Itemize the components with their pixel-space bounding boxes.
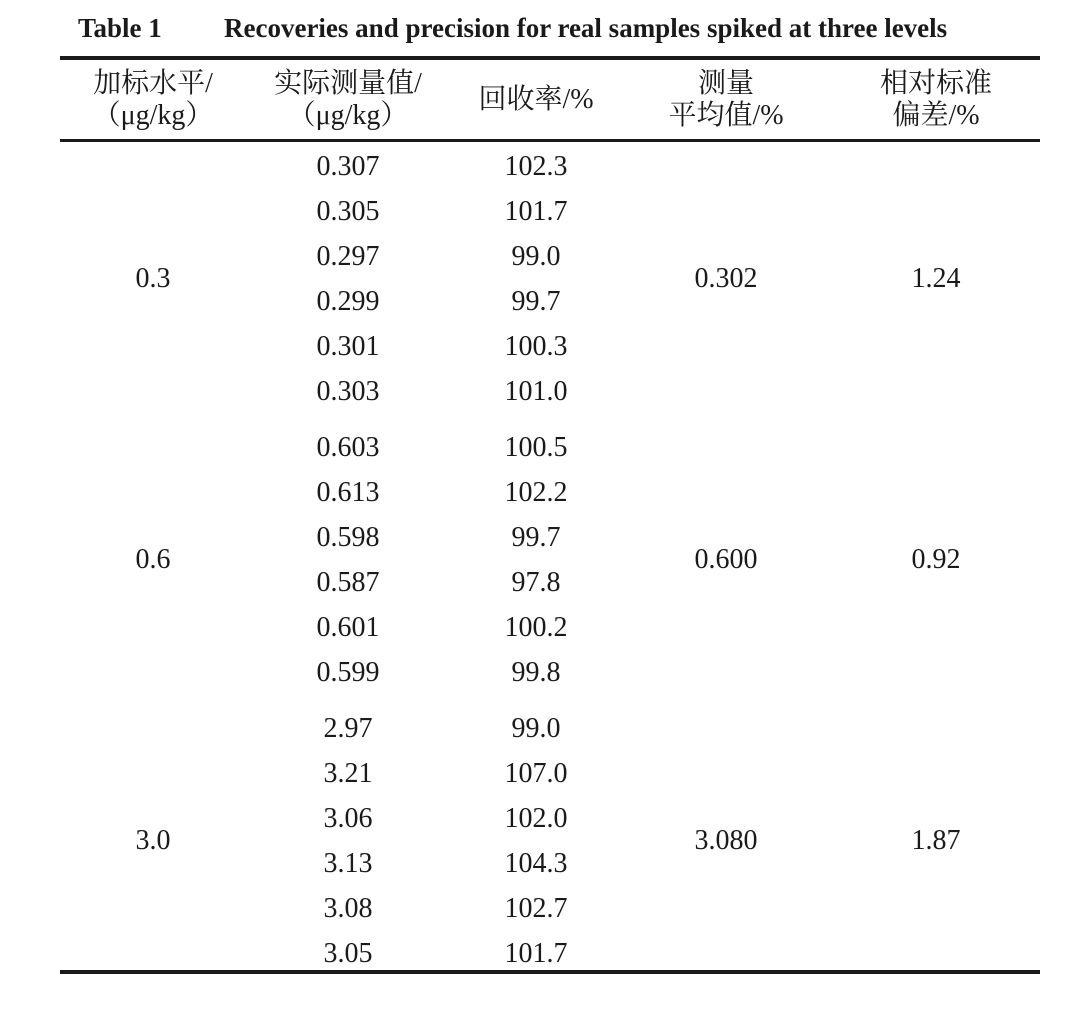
recovery-cell: 97.8 — [511, 566, 561, 598]
recovery-cell: 104.3 — [504, 847, 568, 879]
measured-value-cell: 0.297 — [316, 240, 380, 272]
mean-cell: 3.080 — [694, 825, 758, 857]
recovery-cell: 102.2 — [504, 476, 568, 508]
header-measured-value: 实际测量值/ （μg/kg） — [274, 68, 422, 131]
measured-value-cell: 0.305 — [316, 195, 380, 227]
rsd-cell: 1.24 — [911, 263, 961, 295]
recovery-cell: 100.3 — [504, 330, 568, 362]
measured-value-cell: 2.97 — [323, 713, 373, 744]
measured-value-cell: 0.587 — [316, 566, 380, 598]
measured-value-cell: 3.05 — [323, 937, 373, 969]
recovery-cell: 107.0 — [504, 757, 568, 789]
measured-value-cell: 0.598 — [316, 521, 380, 553]
header-spike-level: 加标水平/ （μg/kg） — [92, 68, 214, 131]
measured-value-cell: 3.08 — [323, 892, 373, 924]
measured-value-cell: 0.301 — [316, 330, 380, 362]
measured-value-cell: 0.603 — [316, 432, 380, 463]
header-rsd: 相对标准 偏差/% — [879, 68, 992, 131]
table-title: Recoveries and precision for real samples spiked at three levels — [224, 13, 948, 43]
recovery-cell: 99.0 — [511, 240, 561, 272]
rsd-cell: 1.87 — [911, 825, 961, 857]
bottom-rule — [60, 970, 1040, 974]
spike-level-cell: 0.3 — [135, 263, 171, 295]
mean-cell: 0.302 — [694, 263, 758, 295]
header-mean: 测量 平均值/% — [668, 68, 784, 131]
recovery-cell: 101.7 — [504, 937, 568, 969]
measured-value-cell: 0.299 — [316, 285, 380, 317]
header-recovery: 回收率/% — [478, 84, 594, 115]
recovery-cell: 102.3 — [504, 151, 568, 182]
recovery-cell: 100.5 — [504, 432, 568, 463]
recovery-cell: 102.0 — [504, 802, 568, 834]
spike-level-cell: 3.0 — [135, 825, 171, 857]
recovery-cell: 99.7 — [511, 285, 561, 317]
recovery-cell: 101.0 — [504, 375, 568, 407]
recovery-cell: 99.8 — [511, 656, 561, 688]
recovery-cell: 99.7 — [511, 521, 561, 553]
spike-level-cell: 0.6 — [135, 544, 171, 576]
mean-cell: 0.600 — [694, 544, 758, 576]
rsd-cell: 0.92 — [911, 544, 961, 576]
measured-value-cell: 3.21 — [323, 757, 373, 789]
measured-value-cell: 3.06 — [323, 802, 373, 834]
recovery-cell: 102.7 — [504, 892, 568, 924]
top-rule — [60, 56, 1040, 60]
recovery-cell: 100.2 — [504, 611, 568, 643]
measured-value-cell: 0.599 — [316, 656, 380, 688]
measured-value-cell: 0.613 — [316, 476, 380, 508]
table-label: Table 1 — [78, 13, 162, 43]
recovery-cell: 101.7 — [504, 195, 568, 227]
measured-value-cell: 0.307 — [316, 151, 380, 182]
measured-value-cell: 0.601 — [316, 611, 380, 643]
header-rule — [60, 139, 1040, 142]
measured-value-cell: 3.13 — [323, 847, 373, 879]
measured-value-cell: 0.303 — [316, 375, 380, 407]
table-caption — [78, 8, 1038, 48]
recovery-cell: 99.0 — [511, 713, 561, 744]
